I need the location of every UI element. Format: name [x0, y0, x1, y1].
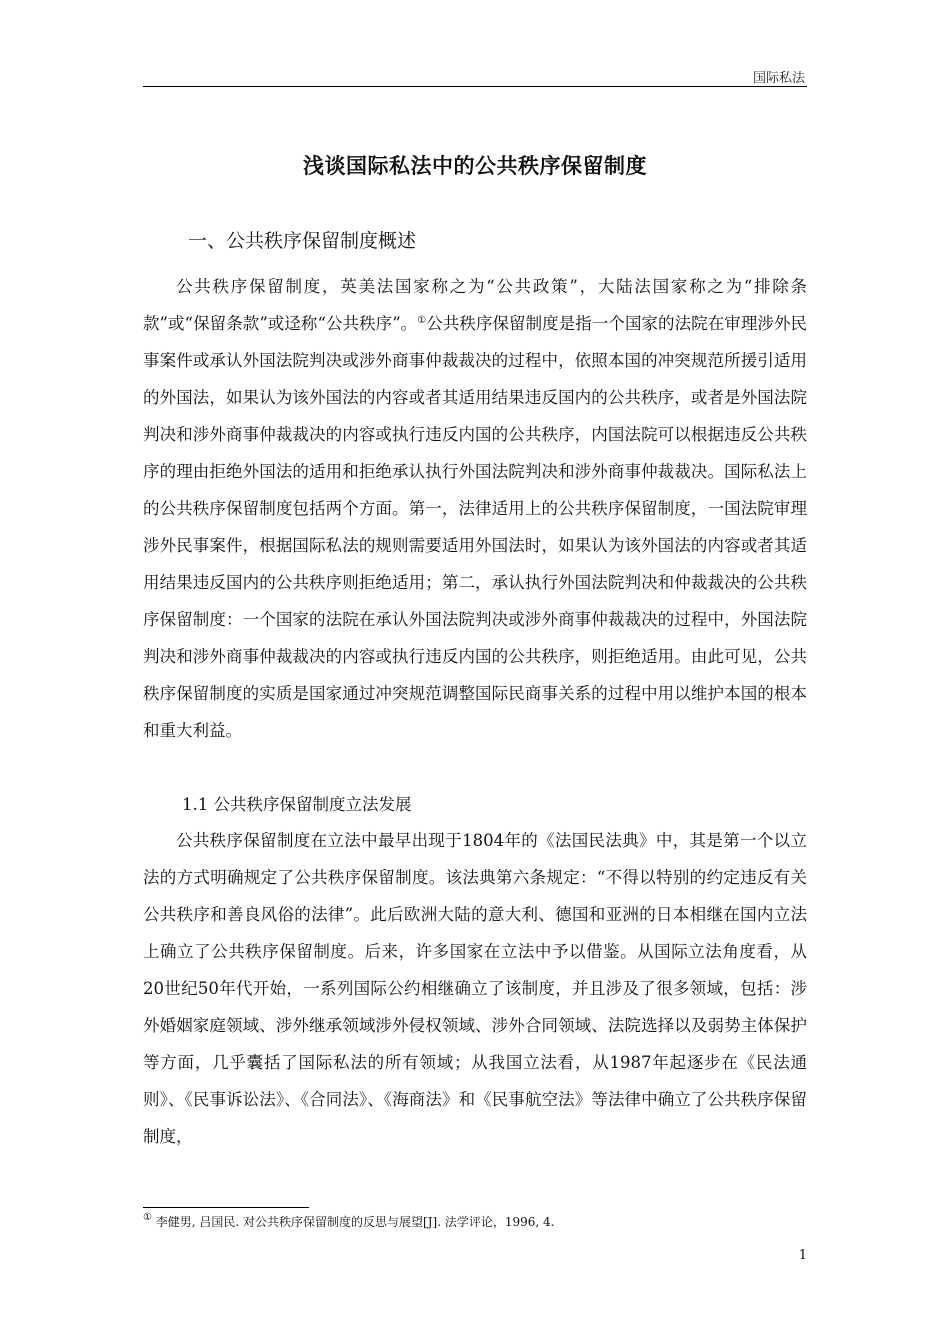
paragraph-1-text-a: 公共秩序保留制度，英美法国家称之为“公共政策”，大陆法国家称之为“排除条款”或“保留条款”或迳称“公共秩序”。 — [143, 277, 807, 333]
footnote — [143, 1213, 554, 1230]
subsection-heading: 1.1 公共秩序保留制度立法发展 — [182, 795, 412, 814]
footnote-rule — [143, 1207, 309, 1208]
header-rule — [143, 86, 807, 87]
page-number: 1 — [798, 1248, 807, 1263]
footnote-ref-marker[interactable]: ① — [417, 315, 427, 326]
paragraph-1 — [143, 268, 807, 749]
section-heading: 一、公共秩序保留制度概述 — [188, 230, 417, 252]
paragraph-1-text-b: 公共秩序保留制度是指一个国家的法院在审理涉外民事案件或承认外国法院判决或涉外商事仲裁裁决的过程中，依照本国的冲突规范所援引适用的外国法，如果认为该外国法的内容或者其适用结果违反国内的公共秩序，或者是外国法院判决和涉外商事仲裁裁决的内容或执行违反内国的公共秩序，内国法院可以根据违反公共秩序的理由拒绝外国法的适用和拒绝承认执行外国法院判决和涉外商事仲裁裁决。国际私法上的公共秩序保留制度包括两个方面。第一，法律适用上的公共秩序保留制度，一国法院审理涉外民事案件，根据国际私法的规则需要适用外国法时，如果认为该外国法的内容或者其适用结果违反国内的公共秩序则拒绝适用；第二，承认执行外国法院判决和仲裁裁决的公共秩序保留制度：一个国家的法院在承认外国法院判决或涉外商事仲裁裁决的过程中，外国法院判决和涉外商事仲裁裁决的内容或执行违反内国的公共秩序，则拒绝适用。由此可见，公共秩序保留制度的实质是国家通过冲突规范调整国际民商事关系的过程中用以维护本国的根本和重大利益。 — [143, 314, 808, 740]
paragraph-2: 公共秩序保留制度在立法中最早出现于1804年的《法国民法典》中，其是第一个以立法的方式明确规定了公共秩序保留制度。该法典第六条规定：“不得以特别的约定违反有关公共秩序和善良风俗的法律”。此后欧洲大陆的意大利、德国和亚洲的日本相继在国内立法上确立了公共秩序保留制度。后来，许多国家在立法中予以借鉴。从国际立法角度看，从20世纪50年代开始，一系列国际公约相继确立了该制度，并且涉及了很多领域，包括：涉外婚姻家庭领域、涉外继承领域涉外侵权领域、涉外合同领域、法院选择以及弱势主体保护等方面，几乎囊括了国际私法的所有领域；从我国立法看，从1987年起逐步在《民法通则》、《民事诉讼法》、《合同法》、《海商法》和《民事航空法》等法律中确立了公共秩序保留制度， — [143, 831, 807, 1146]
footnote-marker: ① — [143, 1212, 152, 1223]
running-header: 国际私法 — [752, 71, 805, 86]
page-title: 浅谈国际私法中的公共秩序保留制度 — [303, 154, 647, 178]
footnote-text: 李健男, 吕国民. 对公共秩序保留制度的反思与展望[J]. 法学评论，1996, 4. — [151, 1215, 555, 1229]
